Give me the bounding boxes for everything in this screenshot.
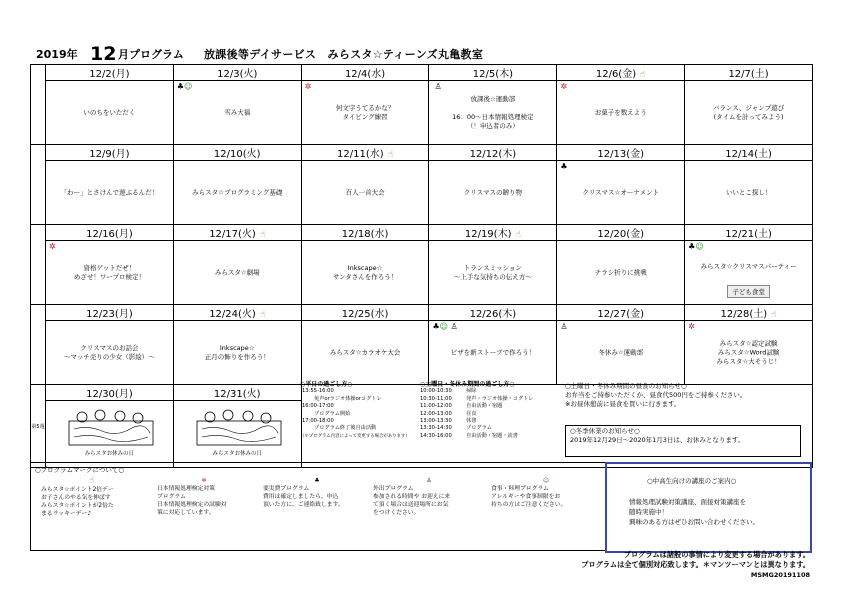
lunch-notice: ○土曜日・冬休み期間の昼食のお知らせ○ お弁当をご持参いただくか、昼食代500円をご持参ください。 ※お昼休憩前に昼食を買いに行きます。 [565, 382, 747, 408]
program-cell: トランスミッション ～上手な気持ちの伝え方～ [429, 241, 557, 305]
holiday-schedule-row: 14:30-16:00 自由活動・宿題・読書 [420, 432, 518, 439]
week-side-cell [31, 65, 46, 145]
date-cell: 12/21(土) [685, 225, 813, 241]
date-cell: 12/20(金) [557, 225, 685, 241]
footer-line-1: プログラムは諸般の事情により変更する場合があります。 [623, 550, 810, 559]
date-cell: 12/31(火) [173, 385, 301, 401]
date-cell: 12/25(水) [301, 305, 429, 321]
date-cell: 12/28(土) ☝ [685, 305, 813, 321]
holiday-schedule-row: 10:00-10:30 掃除 [420, 388, 477, 395]
holiday-schedule-row: 12:00-13:00 昼食 [420, 410, 477, 417]
date-cell: 12/26(木) [429, 305, 557, 321]
week-2-content-row [31, 161, 813, 225]
point-hand-icon: ☝ [89, 476, 95, 486]
week-3-content-row [31, 241, 813, 305]
holiday-schedule-row: 11:00-12:00 自由活動・宿題 [420, 403, 503, 410]
weekday-schedule: ○平日の過ごし方○ 13:55-16:00 免声orラジオ体操orコグトレ 16:00-17:00 プログラム開始 17:00-18:00 プログラム終了後自由活動 （＊プログラム内容によって変更する場合があります） [300, 381, 410, 439]
program-cell: クリスマスの贈り物 [429, 161, 557, 225]
header-program: 月プログラム [118, 48, 184, 61]
point-hand-icon: ☝ [387, 150, 394, 160]
program-cell: ♣☺ 雪み大福 [173, 81, 301, 145]
footer-code: MSMG20191108 [750, 571, 810, 579]
highschool-course-box: ○中高生向けの講座のご案内○ 情報処理試験対策講座、面接対策講座を 随時実施中！ 興味のある方はぜひお問い合わせください。 [605, 462, 812, 553]
program-cell: ✲ お菓子を数えよう [557, 81, 685, 145]
legend-item: ✲ 日本情報処理検定対策 プログラム 日本情報処理検定の試験対 策に対応しています。 [157, 478, 227, 516]
point-hand-icon: ☝ [259, 230, 266, 240]
legend-item: ☺ 食事・料理プログラム アレルギーや食事制限をお 持ちの方はご注意ください。 [491, 478, 567, 508]
program-cell: バランス、ジャンプ遊び (タイムを計ってみよう) [685, 81, 813, 145]
program-cell: ♣☺ みらスタ☆クリスマスパーティー 子ども食堂 [685, 241, 813, 305]
walker-icon: ♙ [434, 82, 442, 91]
point-hand-icon: ☝ [515, 230, 521, 240]
date-cell: 12/13(金) [557, 145, 685, 161]
holiday-schedule-row: 13:00-13:30 休憩 [420, 418, 477, 425]
date-cell: 12/10(火) [173, 145, 301, 161]
program-cell: ♙ 放課後☆運動部 16：00～日本情報処理検定 （！申込者のみ） [429, 81, 557, 145]
kodomo-shokudo-badge: 子ども食堂 [727, 285, 770, 298]
date-cell: 12/27(金) [557, 305, 685, 321]
date-cell: 12/5(木) [429, 65, 557, 81]
gear-icon: ✲ [688, 322, 695, 331]
holiday-cell: みらスタお休みの日 [173, 401, 301, 468]
program-cell: ♙ 冬休み☆運動部 [557, 321, 685, 385]
legend-item: ♣ 要実費プログラム 費用は確定しましたら、申込 頂いた方に、ご連絡致します。 [263, 478, 344, 508]
week-side-cell [31, 145, 46, 225]
date-cell: 12/23(月) [46, 305, 174, 321]
walker-icon: ♙ [560, 322, 568, 331]
date-cell: 12/9(月) [46, 145, 174, 161]
week-side-cell [31, 305, 46, 385]
footer-line-2: プログラムは全て個別対応致します。＊マンツーマンとは異なります。 [581, 560, 810, 569]
holiday-schedule: ○土曜日・冬休み期間の過ごし方○ 10:00-10:30 掃除 10:30-11:00 発声・ラジオ体操・コグトレ 11:00-12:00 自由活動・宿題 12:00-13:00 昼食 13:00-13:30 休憩 13:30-14:30 プログラム 14:30-16:00 自由活動・宿題・読書 [420, 381, 560, 440]
clover-icon: ♣ [314, 478, 320, 484]
program-cell: ✲ 何文字うてるかな？ タイピング練習 [301, 81, 429, 145]
clover-smile-walker-icon: ♣☺ ♙ [432, 322, 458, 331]
date-cell: 12/16(月) [46, 225, 174, 241]
program-cell: チラシ折りに挑戦 [557, 241, 685, 305]
clover-icon: ♣ [560, 162, 568, 171]
date-cell: 12/17(火) ☝ [173, 225, 301, 241]
program-cell: クリスマスのお話会 ～マッチ売りの少女（影絵）～ [46, 321, 174, 385]
date-cell: 12/12(木) [429, 145, 557, 161]
program-cell: ♣☺ ♙ ピザを新ストーブで作ろう！ [429, 321, 557, 385]
legend-item: ☝ みらスタ☆ポイント2倍デー お子さんのやる気を伸ばす みらスタ☆ポイントが2倍た まるラッキーデー♪ [41, 476, 114, 517]
header-title: 放課後等デイサービス みらスタ☆ティーンズ丸亀教室 [204, 48, 484, 61]
gear-icon: ✲ [560, 82, 568, 91]
legend-item: ♙ 外出プログラム 参加される時間や お迎えに来 て頂く場合は送迎場所にお気 をつけください。 [373, 478, 451, 516]
week-4-date-row [31, 305, 813, 321]
date-cell: 12/19(木) ☝ [429, 225, 557, 241]
point-hand-icon: ☝ [259, 310, 266, 320]
holiday-schedule-row: 13:30-14:30 プログラム [420, 425, 492, 432]
walker-icon: ♙ [426, 478, 432, 484]
holiday-cell: みらスタお休みの日 [46, 401, 174, 468]
date-cell: 12/18(水) [301, 225, 429, 241]
program-cell: ♣ クリスマス☆オーナメント [557, 161, 685, 225]
week-3-date-row [31, 225, 813, 241]
smile-icon: ☺ [542, 478, 550, 484]
winter-notice: ○冬季休業のお知らせ○ 2019年12月29日～2020年1月3日は、お休みとなります。 [565, 425, 801, 457]
calendar-header [36, 44, 816, 64]
date-cell: 12/14(土) [685, 145, 813, 161]
program-cell: いいとこ探し！ [685, 161, 813, 225]
program-cell: みらスタ☆カラオケ大会 [301, 321, 429, 385]
program-mark-legend: ○プログラムマークについて○ ☝ みらスタ☆ポイント2倍デー お子さんのやる気を伸ばす みらスタ☆ポイントが2倍た まるラッキーデー♪ ✲ 日本情報処理検定対策 プログラム 日本情報処理検定の試験対 策に対応しています。 ♣ 要実費プログラム 費用は確定しましたら、申込 頂いた方に、ご連絡致します。 ♙ 外出プログラム 参加される時間や お迎えに来 て頂く場合は送迎場所にお気 をつけください。 ☺ 食事・料理プログラム アレルギーや食事制限をお 持ちの方はご注意ください。 [30, 462, 606, 551]
program-cell: Inkscape☆ サンタさんを作ろう！ [301, 241, 429, 305]
clover-smile-icon: ♣☺ [176, 82, 193, 91]
gear-icon: ✲ [201, 478, 207, 484]
date-cell: 12/7(土) [685, 65, 813, 81]
date-cell: 12/30(月) [46, 385, 174, 401]
date-cell: 12/11(水) ☝ [301, 145, 429, 161]
program-cell: 百人一首大会 [301, 161, 429, 225]
point-hand-icon: ☝ [640, 70, 646, 80]
gear-icon: ✲ [304, 82, 312, 91]
family-drawing-icon [196, 407, 282, 447]
program-cell: ✲ 資格ゲットだぜ！ めざせ！ワープロ検定！ [46, 241, 174, 305]
point-hand-icon: ☝ [771, 310, 777, 320]
program-cell: 「わー」とさけんで遊ぶるんだ！ [46, 161, 174, 225]
date-cell: 12/24(火) ☝ [173, 305, 301, 321]
holiday-schedule-row: 10:30-11:00 発声・ラジオ体操・コグトレ [420, 395, 534, 402]
program-cell: ✲ みらスタ☆認定試験 みらスタ☆Word試験 みらスタ☆大そうじ！ [685, 321, 813, 385]
gear-icon: ✲ [49, 242, 56, 251]
week-1-content-row [31, 81, 813, 145]
program-cell: みらスタ☆劇場 [173, 241, 301, 305]
week-2-date-row [31, 145, 813, 161]
program-cell: みらスタ☆プログラミング基礎 [173, 161, 301, 225]
date-cell: 12/2(月) [46, 65, 174, 81]
date-cell: 12/6(金) ☝ [557, 65, 685, 81]
header-month: 12 [90, 43, 117, 65]
family-drawing-icon [68, 407, 154, 447]
week-4-content-row [31, 321, 813, 385]
week-1-date-row [31, 65, 813, 81]
program-cell: いのちをいただく [46, 81, 174, 145]
date-cell: 12/3(火) [173, 65, 301, 81]
week-side-label: 第5週 [31, 385, 46, 468]
week-side-cell [31, 225, 46, 305]
date-cell: 12/4(水) [301, 65, 429, 81]
clover-smile-icon: ♣☺ [688, 242, 704, 251]
header-year: 2019年 [36, 48, 78, 61]
program-cell: Inkscape☆ 正月の飾りを作ろう！ [173, 321, 301, 385]
